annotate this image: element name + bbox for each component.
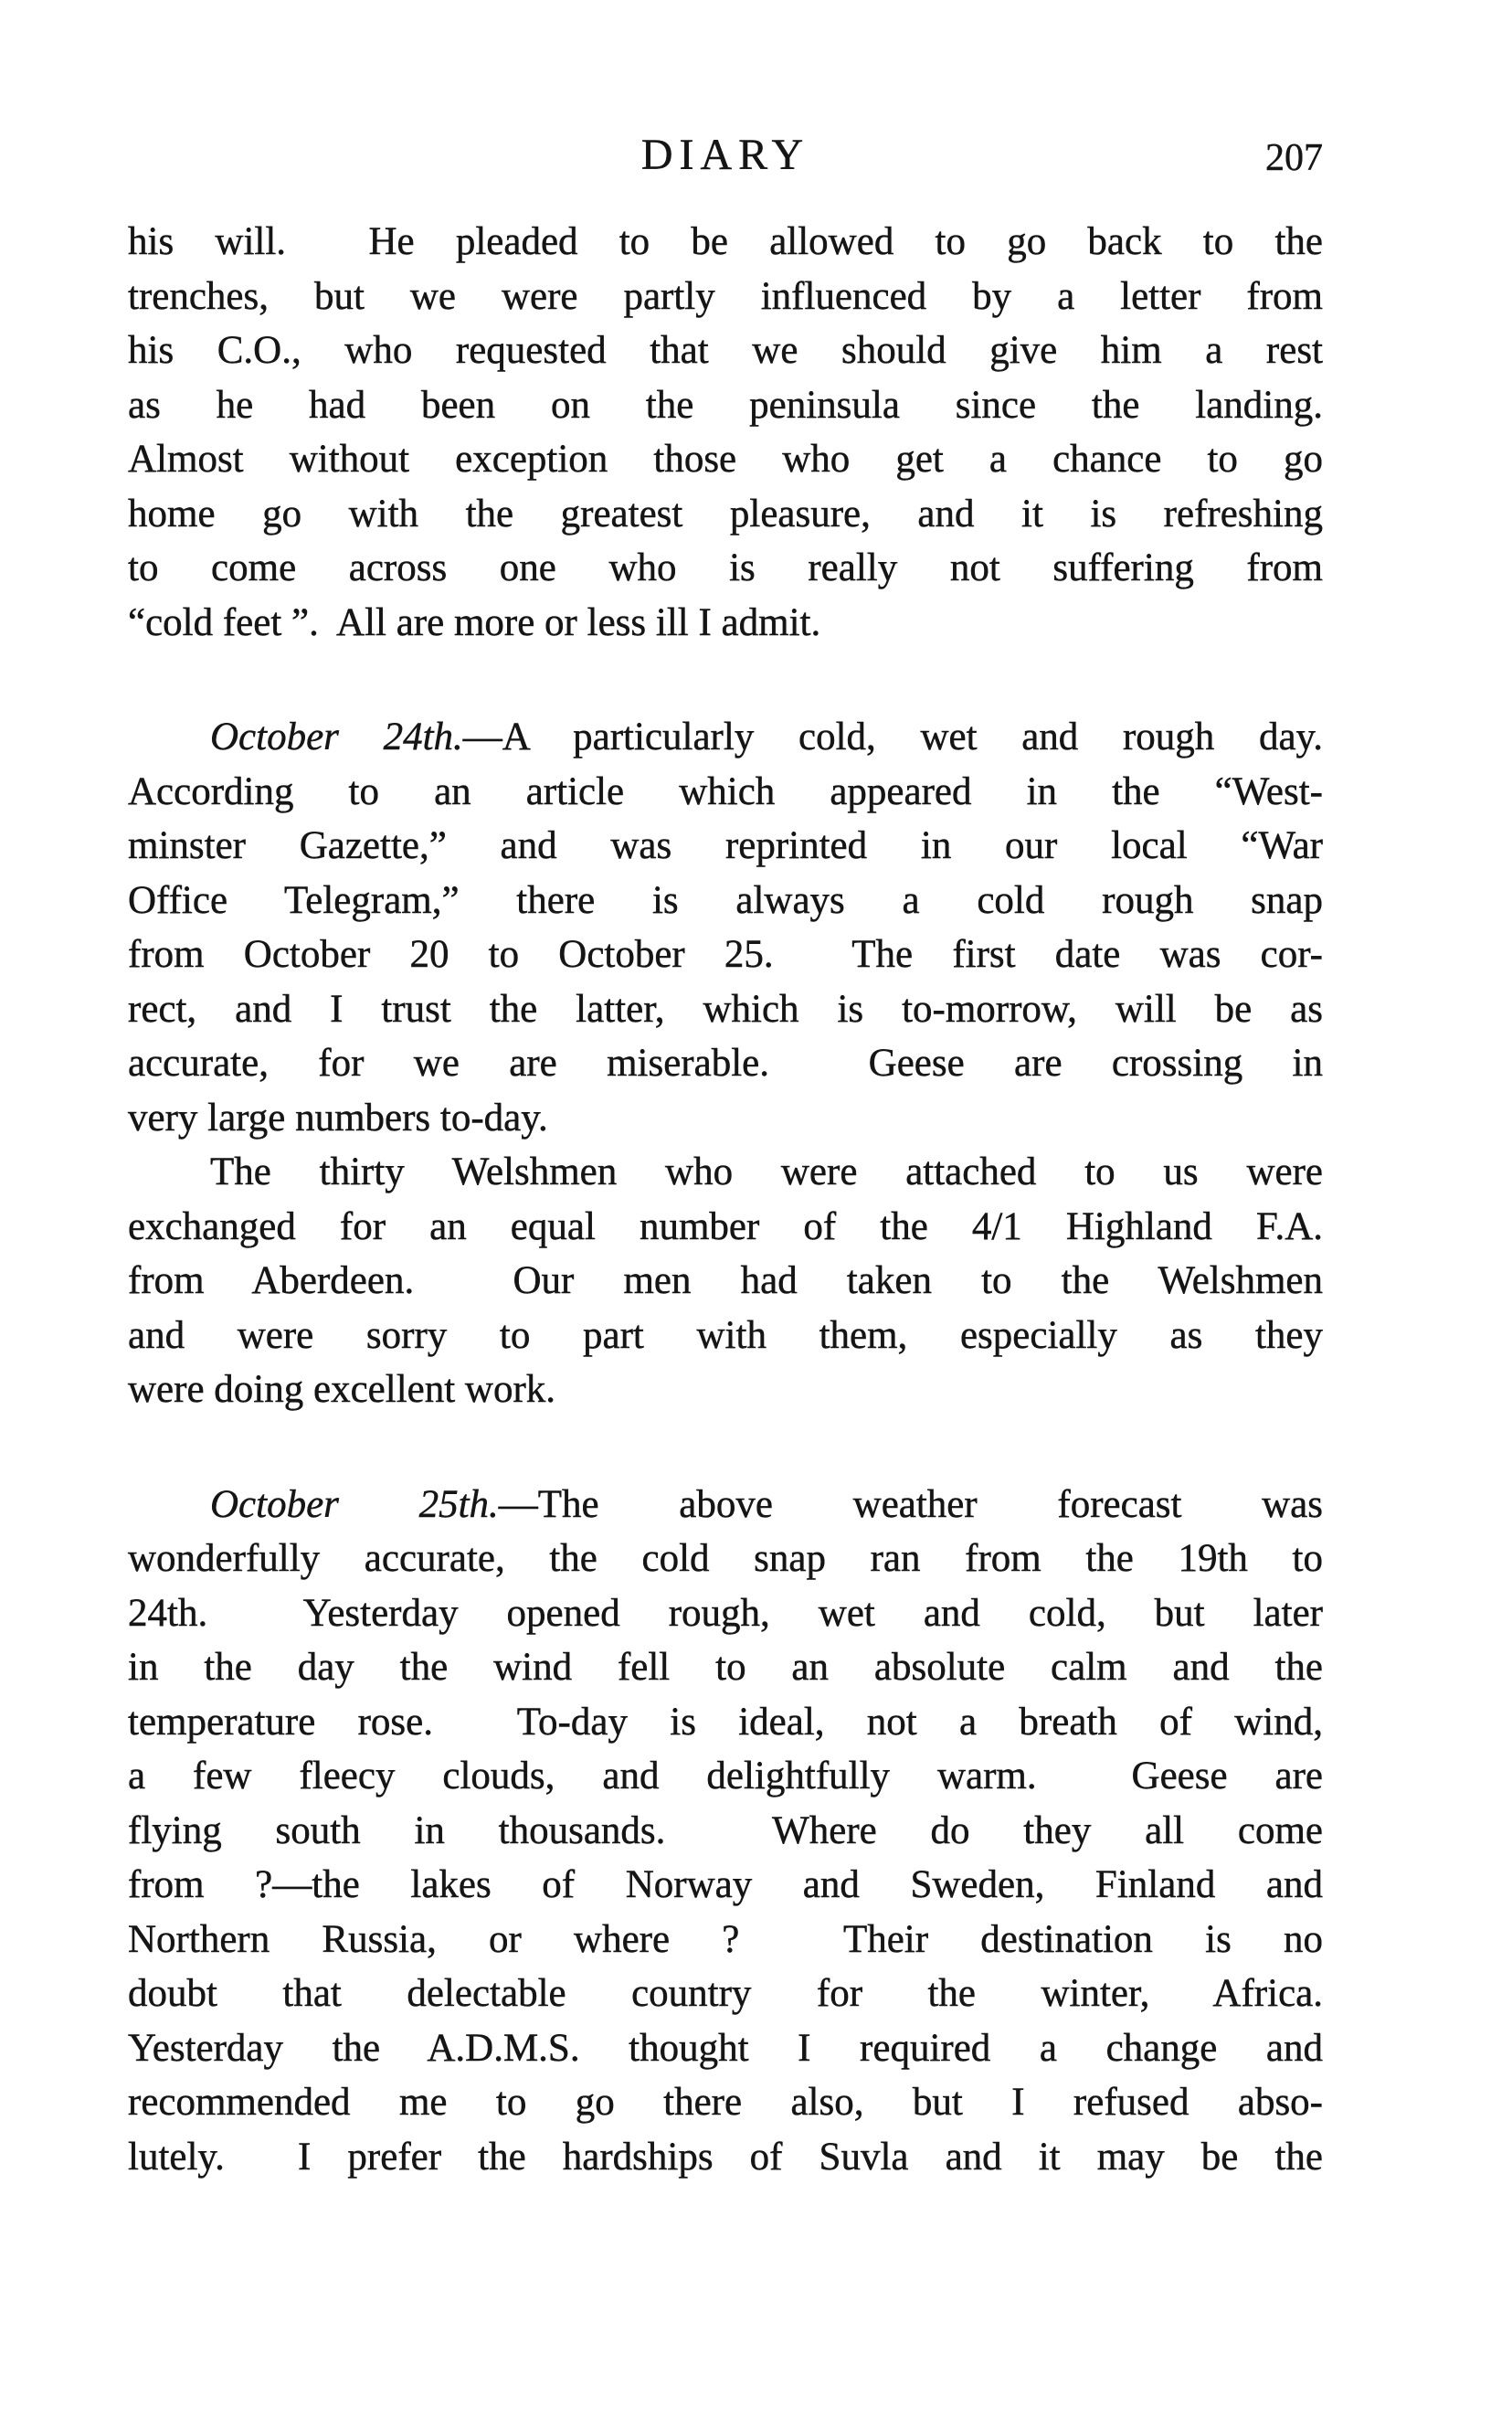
text-line: a few fleecy clouds, and delightfully warm. Geese are bbox=[128, 1755, 1323, 1797]
text-line: Northern Russia, or where ? Their destination is no bbox=[128, 1917, 1323, 1961]
paragraph bbox=[128, 1145, 1323, 1417]
entry-date: October 25th. bbox=[210, 1482, 499, 1526]
text-line: as he had been on the peninsula since the landing. bbox=[128, 383, 1323, 427]
text-line: Office Telegram,” there is always a cold rough snap bbox=[128, 878, 1323, 922]
text-line: lutely. I prefer the hardships of Suvla and it may be the bbox=[128, 2135, 1323, 2179]
text-line: Yesterday the A.D.M.S. thought I required a change and bbox=[128, 2026, 1323, 2070]
text-line: recommended me to go there also, but I refused abso- bbox=[128, 2081, 1323, 2124]
text-line: temperature rose. To-day is ideal, not a breath of wind, bbox=[128, 1700, 1323, 1744]
text-line: minster Gazette,” and was reprinted in our local “War bbox=[128, 824, 1323, 867]
text-line: flying south in thousands. Where do they all come bbox=[128, 1808, 1323, 1852]
text-line: trenches, but we were partly influenced by a letter from bbox=[128, 274, 1323, 318]
page-number: 207 bbox=[1265, 137, 1323, 179]
text-line: Almost without exception those who get a chance to go bbox=[128, 438, 1323, 481]
text-line: from ?—the lakes of Norway and Sweden, Finland and bbox=[128, 1863, 1323, 1906]
text-line: doubt that delectable country for the winter, Africa. bbox=[128, 1972, 1323, 2015]
text-line: rect, and I trust the latter, which is to-morrow, will be as bbox=[128, 987, 1323, 1031]
text-line: in the day the wind fell to an absolute calm and the bbox=[128, 1646, 1323, 1689]
text-line: his C.O., who requested that we should give him a rest bbox=[128, 329, 1323, 372]
text-line: wonderfully accurate, the cold snap ran from the 19th to bbox=[128, 1537, 1323, 1580]
text-line: According to an article which appeared in the “West- bbox=[128, 769, 1323, 813]
text-line: from Aberdeen. Our men had taken to the Welshmen bbox=[128, 1259, 1323, 1302]
text-line: very large numbers to-day. bbox=[128, 1096, 548, 1140]
page-header-title: DIARY bbox=[640, 131, 810, 179]
text-line: “cold feet ”. All are more or less ill I admit. bbox=[128, 600, 821, 644]
page-body bbox=[128, 215, 1323, 2184]
text-line: accurate, for we are miserable. Geese are crossing in bbox=[128, 1042, 1323, 1085]
text-line: 24th. Yesterday opened rough, wet and cold, but later bbox=[128, 1591, 1323, 1635]
text-line: October 25th.—The above weather forecast was bbox=[210, 1482, 1324, 1526]
paragraph bbox=[128, 215, 1323, 650]
paragraph bbox=[128, 1478, 1323, 2185]
text-line: The thirty Welshmen who were attached to us were bbox=[210, 1150, 1323, 1193]
entry-date: October 24th. bbox=[210, 716, 463, 758]
text-line: were doing excellent work. bbox=[128, 1368, 556, 1411]
text-line: from October 20 to October 25. The first date was cor- bbox=[128, 933, 1323, 976]
text-line: October 24th.—A particularly cold, wet and rough day. bbox=[210, 716, 1323, 758]
text-line: to come across one who is really not suffering from bbox=[128, 546, 1323, 589]
paragraph bbox=[128, 710, 1323, 1145]
text-line: home go with the greatest pleasure, and it is refreshing bbox=[128, 492, 1323, 535]
text-line: exchanged for an equal number of the 4/1 Highland F.A. bbox=[128, 1204, 1323, 1248]
text-line: and were sorry to part with them, especially as they bbox=[128, 1313, 1323, 1357]
text-line: his will. He pleaded to be allowed to go back to the bbox=[128, 220, 1323, 263]
page-header bbox=[128, 133, 1323, 177]
